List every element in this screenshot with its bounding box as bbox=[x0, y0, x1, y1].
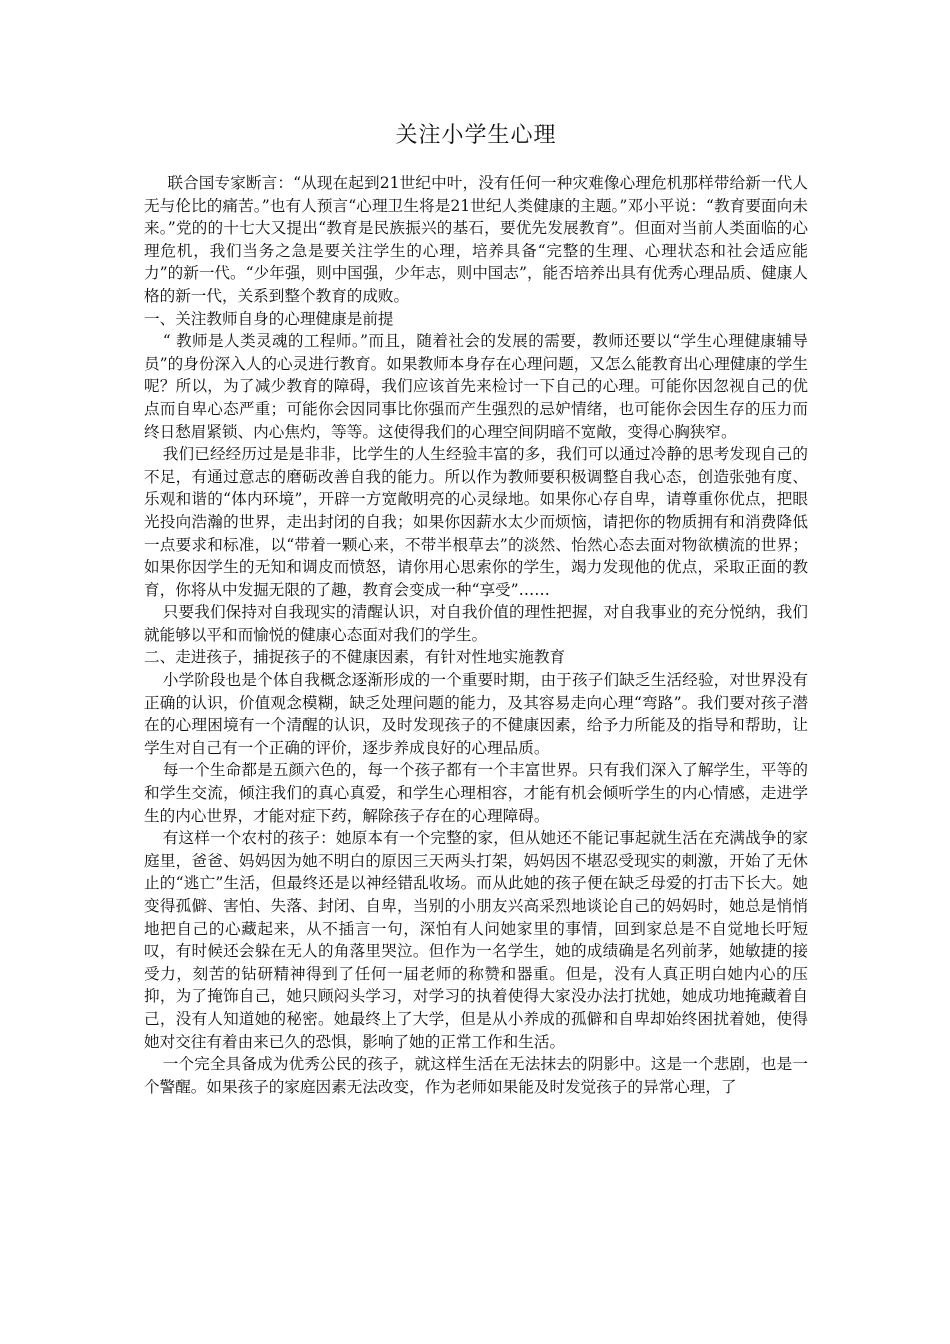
section-heading-2: 二、走进孩子，捕捉孩子的不健康因素，有针对性地实施教育 bbox=[144, 648, 566, 667]
section-heading-1: 一、关注教师自身的心理健康是前提 bbox=[144, 309, 394, 328]
document-title: 关注小学生心理 bbox=[395, 123, 557, 148]
document-page bbox=[144, 118, 808, 1098]
document-body bbox=[144, 172, 808, 1098]
paragraph-rural-child: 有这样一个农村的孩子：她原本有一个完整的家，但从她还不能记事起就生活在充满战争的家庭里，爸爸、妈妈因为她不明白的原因三天两头打架，妈妈因不堪忍受现实的刺激，开始了无休止的“逃亡”生活，但最终还是以神经错乱收场。而从此她的孩子便在缺乏母爱的打击下长大。她变得孤僻、害怕、失落、封闭、自卑，当别的小朋友兴高采烈地谈论自己的妈妈时，她总是悄悄地把自己的心藏起来，从不插言一句，深怕有人问她家里的事情，回到家总是不自觉地长吁短叹，有时候还会躲在无人的角落里哭泣。但作为一名学生，她的成绩确是名列前茅，她敏捷的接受力，刻苦的钻研精神得到了任何一届老师的称赞和器重。但是，没有人真正明白她内心的压抑，为了掩饰自己，她只顾闷头学习，对学习的执着使得大家没办法打扰她，她成功地掩藏着自己，没有人知道她的秘密。她最终上了大学，但是从小养成的孤僻和自卑却始终困扰着她，使得她对交往有着由来已久的恐惧，影响了她的正常工作和生活。 bbox=[144, 829, 808, 1051]
paragraph-primary-stage: 小学阶段也是个体自我概念逐渐形成的一个重要时期，由于孩子们缺乏生活经验，对世界没有正确的认识，价值观念模糊，缺乏处理问题的能力，及其容易走向心理“弯路”。我们要对孩子潜在的心理困境有一个清醒的认识，及时发现孩子的不健康因素，给予力所能及的指导和帮助，让学生对自己有一个正确的评价，逐步养成良好的心理品质。 bbox=[144, 671, 808, 757]
paragraph-teacher-attitude: 只要我们保持对自我现实的清醒认识，对自我价值的理性把握，对自我事业的充分悦纳，我们就能够以平和而愉悦的健康心态面对我们的学生。 bbox=[144, 603, 808, 644]
paragraph-every-life: 每一个生命都是五颜六色的，每一个孩子都有一个丰富世界。只有我们深入了解学生，平等的和学生交流，倾注我们的真心真爱，和学生心理相容，才能有机会倾听学生的内心情感，走进学生的内心世界，才能对症下药，解除孩子存在的心理障碍。 bbox=[144, 761, 808, 825]
intro-paragraph: 联合国专家断言：“从现在起到21世纪中叶，没有任何一种灾难像心理危机那样带给新一代人无与伦比的痛苦。”也有人预言“心理卫生将是21世纪人类健康的主题。”邓小平说：“教育要面向未来。”党的的十七大又提出“教育是民族振兴的基石，要优先发展教育”。但面对当前人类面临的心理危机，我们当务之急是要关注学生的心理，培养具备“完整的生理、心理状态和社会适应能力”的新一代。“少年强，则中国强，少年志，则中国志”，能否培养出具有优秀心理品质、健康人格的新一代，关系到整个教育的成败。 bbox=[144, 174, 808, 305]
paragraph-teacher-role: “ 教师是人类灵魂的工程师。”而且，随着社会的发展的需要，教师还要以“学生心理健康辅导员”的身份深入人的心灵进行教育。如果教师本身存在心理问题，又怎么能教育出心理健康的学生呢？所以，为了减少教育的障碍，我们应该首先来检讨一下自己的心理。可能你因忽视自己的优点而自卑心态严重；可能你会因同事比你强而产生强烈的忌妒情绪，也可能你会因生存的压力而终日愁眉紧锁、内心焦灼，等等。这使得我们的心理空间阴暗不宽敞，变得心胸狭窄。 bbox=[144, 332, 808, 441]
paragraph-conclusion: 一个完全具备成为优秀公民的孩子，就这样生活在无法抹去的阴影中。这是一个悲剧，也是一个警醒。如果孩子的家庭因素无法改变，作为老师如果能及时发觉孩子的异常心理，了 bbox=[144, 1055, 808, 1096]
paragraph-teacher-adjust: 我们已经经历过是是非非，比学生的人生经验丰富的多，我们可以通过冷静的思考发现自己的不足，有通过意志的磨砺改善自我的能力。所以作为教师要积极调整自我心态，创造张弛有度、乐观和谐的“体内环境”，开辟一方宽敞明亮的心灵绿地。如果你心存自卑，请尊重你优点，把眼光投向浩瀚的世界，走出封闭的自我；如果你因薪水太少而烦恼，请把你的物质拥有和消费降低一点要求和标准，以“带着一颗心来，不带半根草去”的淡然、怡然心态去面对物欲横流的世界；如果你因学生的无知和调皮而愤怒，请你用心思索你的学生，竭力发现他的优点，采取正面的教育，你将从中发掘无限的了趣，教育会变成一种“享受”…… bbox=[144, 445, 808, 599]
